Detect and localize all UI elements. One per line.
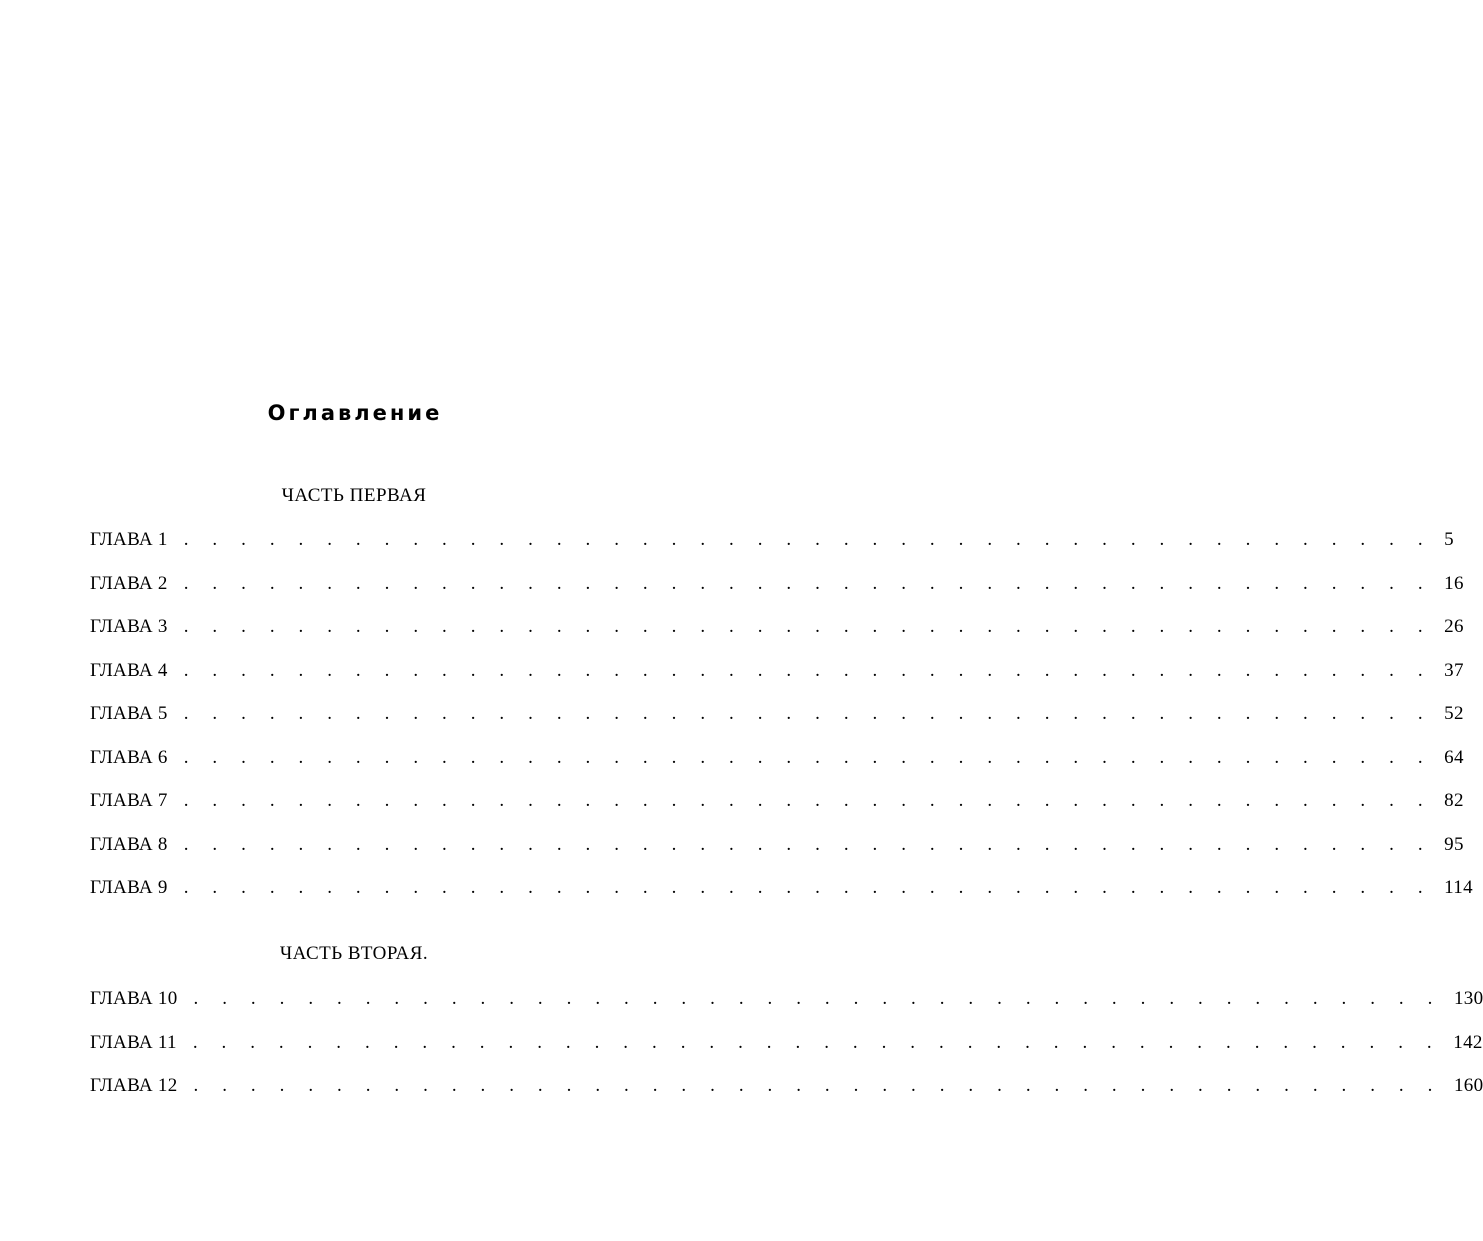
dot-leader: . . . . . . . . . . . . . . . . . . . . . . . . . . . . . . . . . . . . . . . . . . . . xyxy=(183,616,1433,637)
entry-page-number: 160 xyxy=(1453,1075,1483,1096)
entry-label: ГЛАВА 8 xyxy=(90,834,168,855)
entry-page-number: 26 xyxy=(1444,616,1464,637)
entry-page-number: 95 xyxy=(1444,834,1464,855)
entry-label: ГЛАВА 7 xyxy=(90,790,168,811)
toc-entry-chapter-12[interactable] xyxy=(90,1074,1483,1098)
toc-entry-chapter-10[interactable] xyxy=(90,987,1483,1011)
entry-page-number: 5 xyxy=(1444,529,1454,550)
entry-page-number: 37 xyxy=(1444,660,1464,681)
part-heading-2: ЧАСТЬ ВТОРАЯ. xyxy=(279,943,429,964)
entry-label: ГЛАВА 4 xyxy=(90,660,168,681)
entry-label: ГЛАВА 11 xyxy=(90,1032,177,1053)
dot-leader: . . . . . . . . . . . . . . . . . . . . . . . . . . . . . . . . . . . . . . . . . . . . xyxy=(183,573,1433,594)
dot-leader: . . . . . . . . . . . . . . . . . . . . . . . . . . . . . . . . . . . . . . . . . . . . xyxy=(193,988,1442,1009)
dot-leader: . . . . . . . . . . . . . . . . . . . . . . . . . . . . . . . . . . . . . . . . . . . . xyxy=(183,877,1433,898)
entry-page-number: 130 xyxy=(1453,988,1483,1009)
dot-leader: . . . . . . . . . . . . . . . . . . . . . . . . . . . . . . . . . . . . . . . . . . . . xyxy=(183,747,1433,768)
dot-leader: . . . . . . . . . . . . . . . . . . . . . . . . . . . . . . . . . . . . . . . . . . . . xyxy=(183,790,1433,811)
entry-label: ГЛАВА 5 xyxy=(90,703,168,724)
entry-page-number: 64 xyxy=(1444,747,1464,768)
toc-entry-chapter-8[interactable] xyxy=(90,833,1464,857)
toc-entry-chapter-5[interactable] xyxy=(90,702,1464,726)
entry-label: ГЛАВА 3 xyxy=(90,616,168,637)
dot-leader: . . . . . . . . . . . . . . . . . . . . . . . . . . . . . . . . . . . . . . . . . . . . xyxy=(183,834,1433,855)
toc-entry-chapter-2[interactable] xyxy=(90,572,1464,596)
entry-label: ГЛАВА 6 xyxy=(90,747,168,768)
toc-entry-chapter-6[interactable] xyxy=(90,746,1464,770)
entry-label: ГЛАВА 2 xyxy=(90,573,168,594)
toc-entry-chapter-1[interactable] xyxy=(90,528,1454,552)
toc-entry-chapter-4[interactable] xyxy=(90,659,1464,683)
dot-leader: . . . . . . . . . . . . . . . . . . . . . . . . . . . . . . . . . . . . . . . . . . . . xyxy=(183,529,1433,550)
part-heading-1: ЧАСТЬ ПЕРВАЯ xyxy=(281,485,427,506)
entry-label: ГЛАВА 10 xyxy=(90,988,178,1009)
toc-title: Оглавление xyxy=(267,401,443,425)
entry-page-number: 52 xyxy=(1444,703,1464,724)
toc-entry-chapter-11[interactable] xyxy=(90,1031,1483,1055)
toc-entry-chapter-3[interactable] xyxy=(90,615,1464,639)
entry-page-number: 142 xyxy=(1453,1032,1483,1053)
entry-label: ГЛАВА 9 xyxy=(90,877,168,898)
dot-leader: . . . . . . . . . . . . . . . . . . . . . . . . . . . . . . . . . . . . . . . . . . . . xyxy=(183,703,1433,724)
dot-leader: . . . . . . . . . . . . . . . . . . . . . . . . . . . . . . . . . . . . . . . . . . . . xyxy=(183,660,1433,681)
toc-entry-chapter-9[interactable] xyxy=(90,876,1473,900)
dot-leader: . . . . . . . . . . . . . . . . . . . . . . . . . . . . . . . . . . . . . . . . . . . . xyxy=(193,1075,1442,1096)
dot-leader: . . . . . . . . . . . . . . . . . . . . . . . . . . . . . . . . . . . . . . . . . . . . xyxy=(192,1032,1442,1053)
entry-page-number: 82 xyxy=(1444,790,1464,811)
entry-page-number: 16 xyxy=(1444,573,1464,594)
entry-page-number: 114 xyxy=(1444,877,1473,898)
toc-entry-chapter-7[interactable] xyxy=(90,789,1464,813)
entry-label: ГЛАВА 12 xyxy=(90,1075,178,1096)
entry-label: ГЛАВА 1 xyxy=(90,529,168,550)
